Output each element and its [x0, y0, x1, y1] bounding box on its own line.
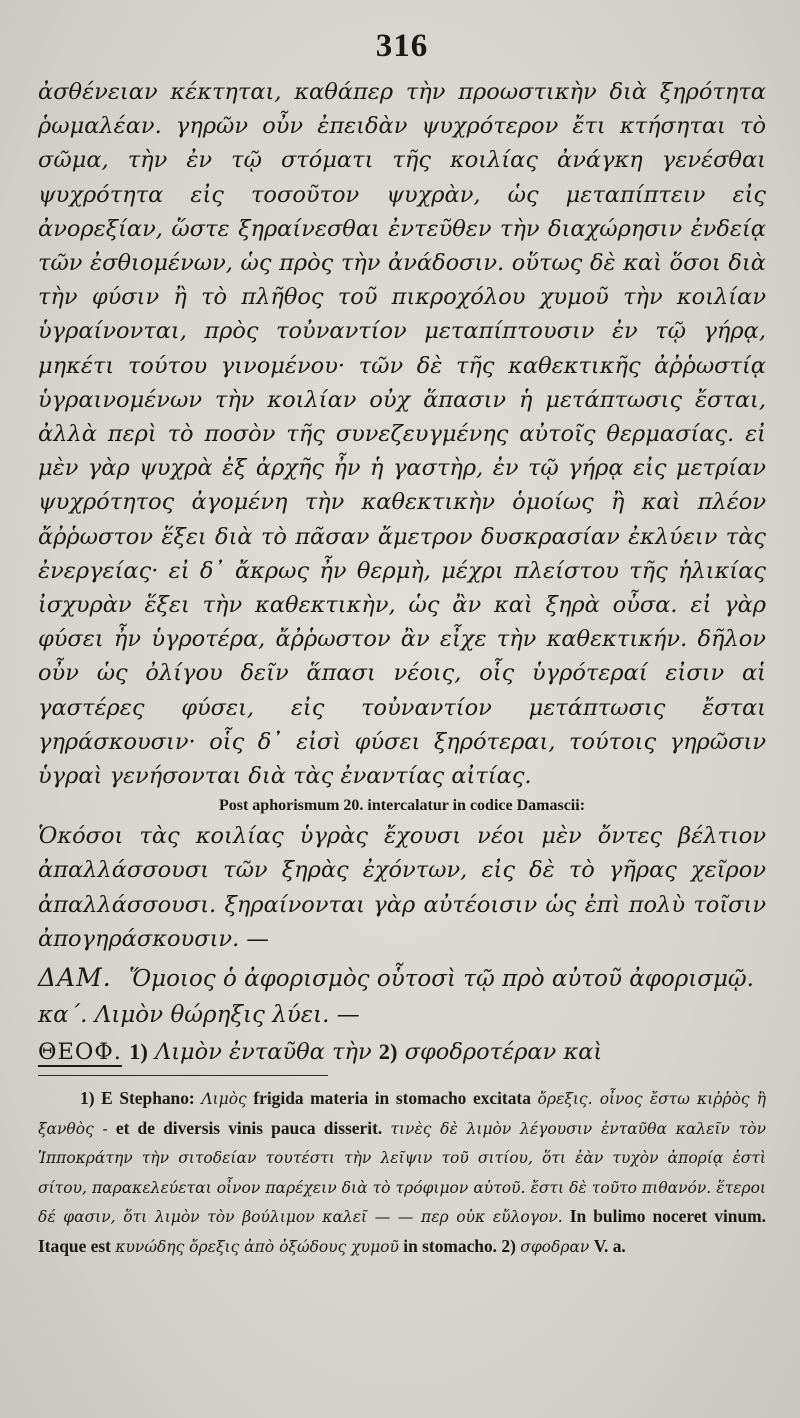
footnote-greek-3: τινὲς δὲ λιμὸν λέγουσιν ἐνταῦθα καλεῖν τὸν Ἱπποκράτην τὴν σιτοδείαν τουτέστι τὴν λεῖψιν τοῦ σιτίου, ὅτι ἐὰν τυχὸν ἀπορίᾳ ἐστὶ σίτου, παρακελεύεται οἶνον παρέχειν διὰ τὸ τρόφιμον αὐτοῦ. ἔστι δὲ τοῦτο πιθανόν. ἕτεροι δέ φασιν, ὅτι λιμὸν τὸν βούλιμον καλεῖ — — περ οὐκ εὔλογον.	[38, 1119, 767, 1227]
footnote-latin-4: in stomacho.	[403, 1235, 498, 1256]
footnote-1-marker: 1)	[80, 1088, 95, 1109]
footnote-greek-2: ὄρεξις. οἶνος ἔστω κιῤῥὸς ἢ ξανθὸς -	[38, 1090, 767, 1138]
dam-abbreviation: ΔΑΜ.	[38, 963, 112, 993]
footnote-greek-4: κυνώδης ὄρεξις ἀπὸ ὀξώδους χυμοῦ	[115, 1237, 399, 1256]
dam-scholion-text: Ὅμοιος ὁ ἀφορισμὸς οὗτοσὶ τῷ πρὸ αὐτοῦ ἀφορισμῷ.	[128, 966, 754, 993]
aphorism-21: κα΄. Λιμὸν θώρηξις λύει. —	[38, 1002, 360, 1029]
theoph-text-2: σφοδροτέραν καὶ	[404, 1039, 603, 1066]
commentary-paragraph: ἀσθένειαν κέκτηται, καθάπερ τὴν προωστικὴν διὰ ξηρότητα ῥωμαλέαν. γηρῶν οὖν ἐπειδὰν ψυχρότερον ἔτι κτήσηται τὸ σῶμα, τὴν ἐν τῷ στόματι τῆς κοιλίας ἀνάγκη γενέσθαι ψυχρότητα εἰς τοσοῦτον ψυχρὰν, ὡς μεταπίπτειν εἰς ἀνορεξίαν, ὥστε ξηραίνεσθαι ἐντεῦθεν τὴν διαχώρησιν ἐνδείᾳ τῶν ἐσθιομένων, ὡς πρὸς τὴν ἀνάδοσιν. οὕτως δὲ καὶ ὅσοι διὰ τὴν φύσιν ἢ τὸ πλῆθος τοῦ πικροχόλου χυμοῦ τὴν κοιλίαν ὑγραίνονται, πρὸς τοὐναντίον μεταπίπτουσιν ἐν τῷ γήρᾳ, μηκέτι τούτου γινομένου· τῶν δὲ τῆς καθεκτικῆς ἀῤῥωστίᾳ ὑγραινομένων τὴν κοιλίαν οὐχ ἅπασιν ἡ μετάπτωσις ἔσται, ἀλλὰ περὶ τὸ ποσὸν τῆς συνεζευγμένης αὐτοῖς θερμασίας. εἰ μὲν γὰρ ψυχρὰ ἐξ ἀρχῆς ἦν ἡ γαστὴρ, ἐν τῷ γήρᾳ εἰς μετρίαν ψυχρότητος ἀγομένη τὴν καθεκτικὴν ὁμοίως ἢ καὶ πλέον ἄῤῥωστον ἕξει διὰ τὸ πᾶσαν ἄμετρον δυσκρασίαν ἐκλύειν τὰς ἐνεργείας· εἰ δ᾽ ἄκρως ἦν θερμὴ, μέχρι πλείστου τῆς ἡλικίας ἰσχυρὰν ἕξει τὴν καθεκτικὴν, ὡς ἂν καὶ ξηρὰ οὖσα. εἰ γὰρ φύσει ἦν ὑγροτέρα, ἄῤῥωστον ἂν εἶχε τὴν καθεκτικήν. δῆλον οὖν ὡς ὀλίγου δεῖν ἅπασι νέοις, οἷς ὑγρότεραί εἰσιν αἱ γαστέρες φύσει, εἰς τοὐναντίον μετάπτωσις ἔσται γηράσκουσιν· οἷς δ᾽ εἰσὶ φύσει ξηρότεραι, τούτοις γηρῶσιν ὑγραὶ γενήσονται διὰ τὰς ἐναντίας αἰτίας.	[38, 79, 766, 790]
footnote-greek-1: Λιμὸς	[201, 1090, 247, 1109]
intercalated-aphorism	[38, 819, 766, 956]
intercalated-aphorism-text: Ὁκόσοι τὰς κοιλίας ὑγρὰς ἔχουσι νέοι μὲν ὄντες βέλτιον ἀπαλλάσσουσι τῶν ξηρὰς ἐχόντων, εἰς δὲ τὸ γῆρας χεῖρον ἀπαλλάσσουσι. ξηραίνονται γὰρ αὐτέοισιν ὡς ἐπὶ πολὺ τοῖσιν ἀπογηράσκουσιν. —	[38, 823, 766, 952]
footnote-source: E Stephano:	[101, 1088, 195, 1109]
theoph-text-1: Λιμὸν ἐνταῦθα τὴν	[154, 1039, 372, 1066]
footnote-latin-5: V. a.	[593, 1235, 626, 1256]
footnote-divider	[38, 1075, 328, 1076]
dam-scholion	[38, 960, 766, 997]
footnote-latin-3: In bulimo noceret vinum. Itaque est	[38, 1206, 766, 1256]
footnote-greek-5: σφοδραν	[520, 1237, 590, 1256]
footnote-latin-1: frigida materia in stomacho excitata	[253, 1088, 531, 1109]
intercalation-heading: Post aphorismum 20. intercalatur in codice Damascii:	[218, 797, 586, 815]
theoph-scholion	[38, 1033, 766, 1071]
footnote-1	[38, 1084, 766, 1261]
footnote-latin-2: et de diversis vinis pauca disserit.	[115, 1117, 383, 1138]
footnote-2-marker: 2)	[501, 1235, 516, 1256]
page-number: 316	[375, 28, 429, 64]
commentary-text	[38, 75, 766, 793]
footnote-marker-2: 2)	[378, 1039, 398, 1065]
theoph-abbreviation: ΘΕΟΦ.	[38, 1039, 122, 1066]
footnotes	[38, 1084, 766, 1261]
footnote-marker-1: 1)	[129, 1039, 148, 1065]
